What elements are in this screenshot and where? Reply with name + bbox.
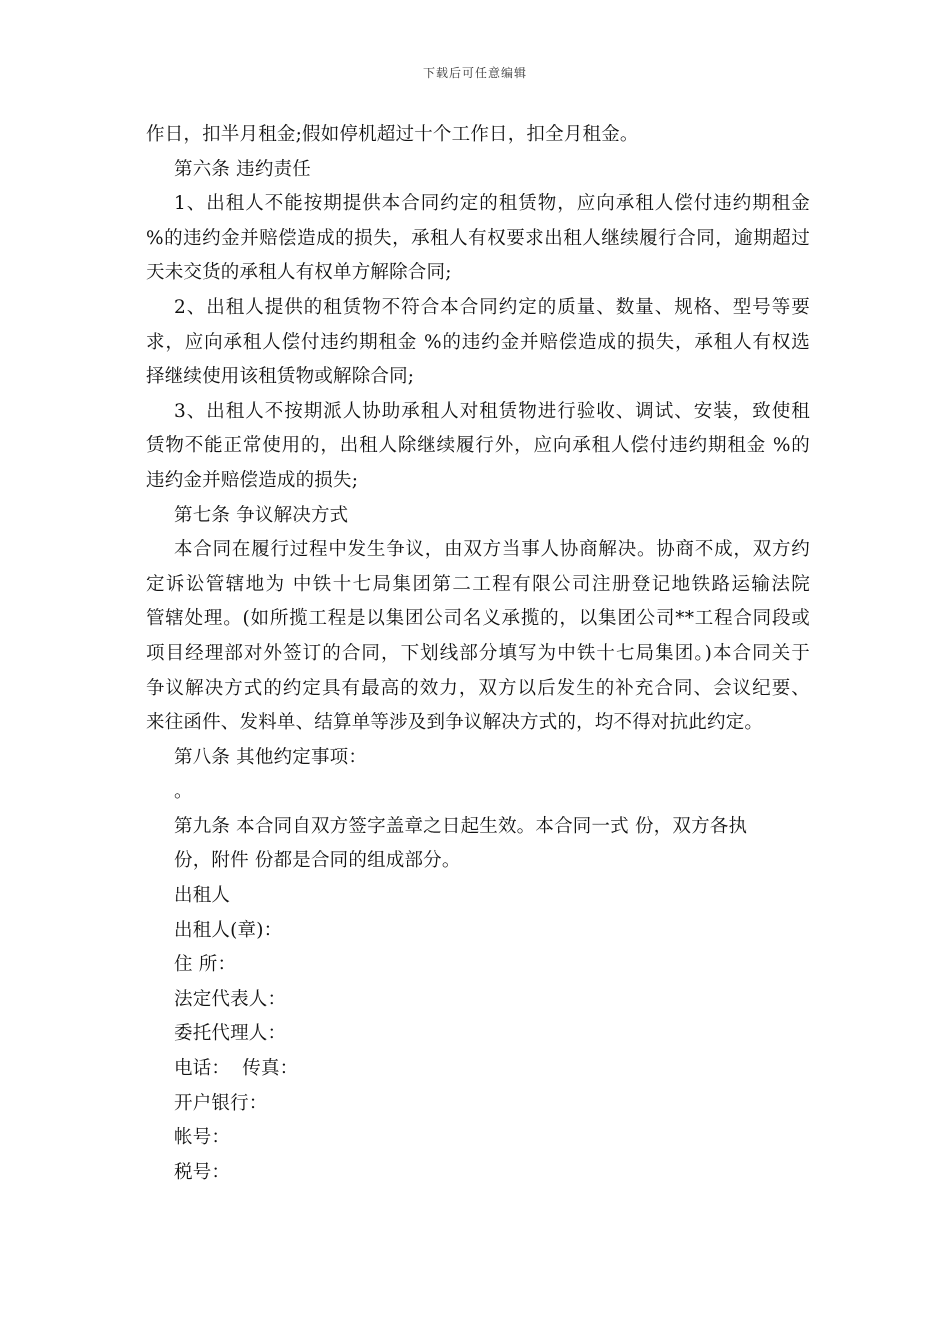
signature-label: 出租人 bbox=[174, 885, 231, 907]
text-line: 定诉讼管辖地为 中铁十七局集团第二工程有限公司注册登记地铁路运输法院 bbox=[146, 573, 810, 595]
text-line: 项目经理部对外签订的合同，下划线部分填写为中铁十七局集团。)本合同关于 bbox=[146, 642, 810, 664]
text-line: 争议解决方式的约定具有最高的效力，双方以后发生的补充合同、会议纪要、 bbox=[146, 677, 810, 699]
document-body bbox=[146, 118, 810, 1190]
text-line: 来往函件、发料单、结算单等涉及到争议解决方式的，均不得对抗此约定。 bbox=[146, 712, 764, 734]
text-line: 。 bbox=[174, 781, 193, 803]
page-header: 下载后可任意编辑 bbox=[422, 66, 527, 80]
text-line: 3、出租人不按期派人协助承租人对租赁物进行验收、调试、安装，致使租 bbox=[174, 400, 810, 422]
signature-label: 住 所： bbox=[174, 954, 237, 976]
article-heading: 第八条 其他约定事项： bbox=[174, 746, 368, 768]
article-heading: 第七条 争议解决方式 bbox=[174, 504, 349, 526]
text-line: 2、出租人提供的租赁物不符合本合同约定的质量、数量、规格、型号等要 bbox=[174, 296, 810, 318]
signature-label: 委托代理人： bbox=[174, 1023, 287, 1045]
text-line: 择继续使用该租赁物或解除合同; bbox=[146, 366, 415, 388]
article-heading: 第六条 违约责任 bbox=[174, 158, 311, 180]
signature-label: 帐号： bbox=[174, 1127, 231, 1149]
text-line: 求，应向承租人偿付违约期租金 %的违约金并赔偿造成的损失，承租人有权选 bbox=[146, 331, 810, 353]
text-line: 作日，扣半月租金;假如停机超过十个工作日，扣全月租金。 bbox=[146, 124, 639, 145]
signature-label: 开户银行： bbox=[174, 1092, 268, 1114]
text-line: 赁物不能正常使用的，出租人除继续履行外，应向承租人偿付违约期租金 %的 bbox=[146, 435, 810, 457]
signature-label: 出租人(章)： bbox=[174, 919, 283, 941]
signature-label: 电话： 传真： bbox=[174, 1058, 299, 1080]
text-line: 管辖处理。(如所揽工程是以集团公司名义承揽的，以集团公司**工程合同段或 bbox=[146, 608, 810, 630]
text-line: 本合同在履行过程中发生争议，由双方当事人协商解决。协商不成，双方约 bbox=[174, 539, 810, 561]
text-line: 1、出租人不能按期提供本合同约定的租赁物，应向承租人偿付违约期租金 bbox=[174, 193, 810, 215]
text-line: 违约金并赔偿造成的损失; bbox=[146, 469, 359, 491]
text-line: 第九条 本合同自双方签字盖章之日起生效。本合同一式 份，双方各执 bbox=[174, 815, 748, 837]
text-line: 天未交货的承租人有权单方解除合同; bbox=[146, 262, 452, 284]
signature-label: 税号： bbox=[174, 1161, 231, 1183]
text-line: 份，附件 份都是合同的组成部分。 bbox=[174, 850, 461, 872]
signature-label: 法定代表人： bbox=[174, 988, 287, 1010]
text-line: %的违约金并赔偿造成的损失，承租人有权要求出租人继续履行合同，逾期超过 bbox=[146, 227, 810, 249]
